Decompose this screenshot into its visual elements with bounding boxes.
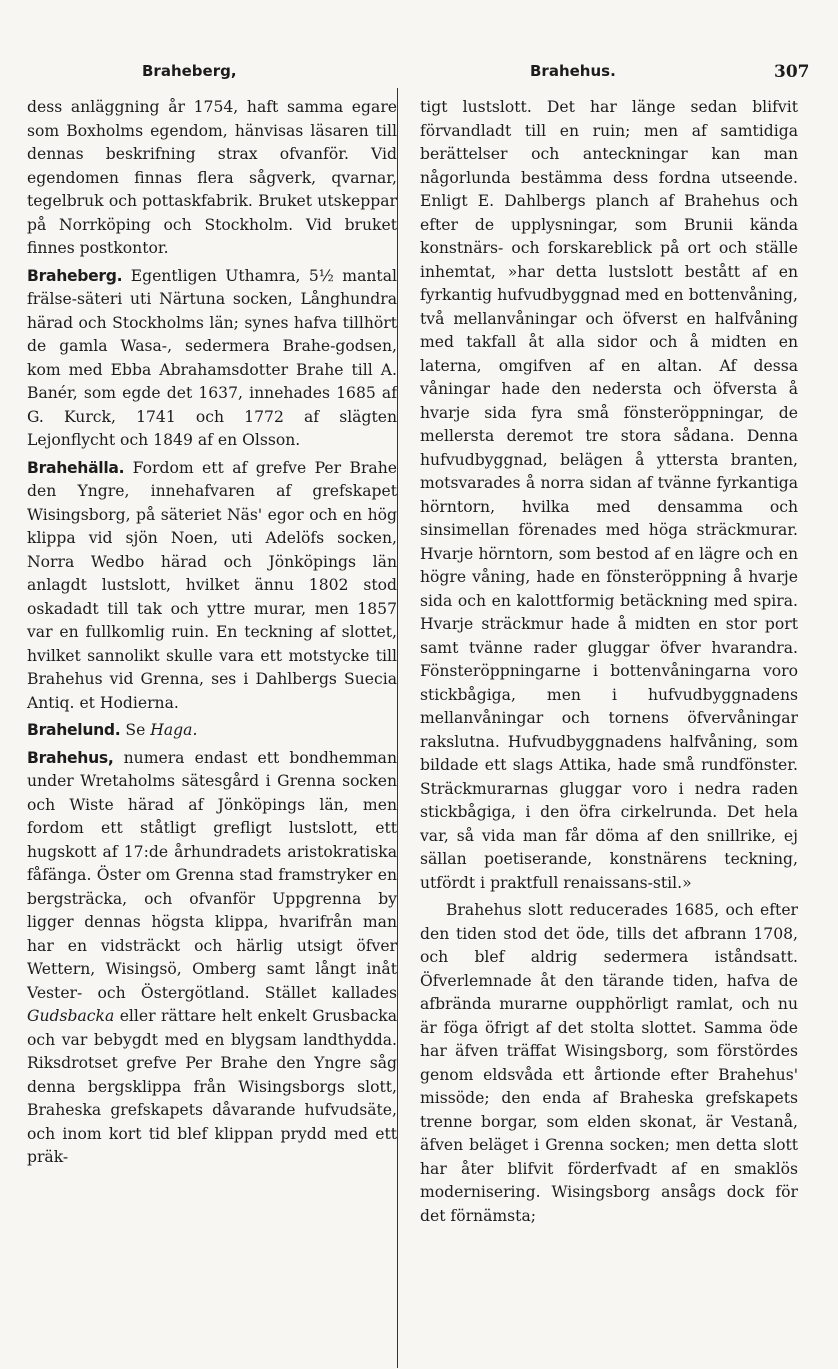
header-right-keyword: Brahehus. bbox=[530, 62, 616, 80]
paragraph-brahehus-history: Brahehus slott reducerades 1685, och efter den tiden stod det öde, tills det afbrann 1708, och blef aldrig sedermera iståndsatt. Öfverlemnade åt den tärande tiden, hafva de afbrända murarne oupphörligt ramlat, och nu är föga öfrigt af det stolta slottet. Samma öde har äfven träffat Wisingsborg, som förstördes genom eldsvåda ett årtionde efter Brahehus' missöde; den enda af Braheska grefskapets trenne borgar, som elden skonat, är Vestanå, äfven beläget i Grenna socken; men detta slott har åter blifvit förderfvadt af en smaklös modernisering. Wisingsborg ansågs dock för det förnämsta; bbox=[420, 901, 798, 1225]
cross-reference-haga: Haga. bbox=[150, 721, 198, 739]
entry-text-brahehalla: Fordom ett af grefve Per Brahe den Yngre, innehafvaren af grefskapet Wisingsborg, på säteriet Näs' egor och en hög klippa vid sjön Noen, uti Adelöfs socken, Norra Wedbo härad och Jönköpings län anlagdt lustslott, hvilket ännu 1802 stod oskadadt till tak och yttre murar, men 1857 var en fullkomlig ruin. En teckning af slottet, hvilket sannolikt skulle vara ett motstycke till Brahehus vid Grenna, ses i Dahlbergs Suecia Antiq. et Hodierna. bbox=[27, 458, 397, 712]
paragraph-continuation: dess anläggning år 1754, haft samma egare som Boxholms egendom, hänvisas läsaren till dennas beskrifning strax ofvanför. Vid egendomen finnas flera sågverk, qvarnar, tegelbruk och pottaskfabrik. Bruket utskeppar på Norrköping och Stockholm. Vid bruket finnes postkontor. bbox=[27, 98, 397, 257]
left-column bbox=[27, 96, 397, 1170]
entry-heading-brahehus: Brahehus, bbox=[27, 748, 114, 767]
entry-brahelund bbox=[27, 719, 397, 743]
entry-text-brahehus-b: eller rättare helt enkelt Grusbacka och var bebygdt med en blygsam landthydda. Riksdrotset grefve Per Brahe den Yngre såg denna bergsklippa från Wisingsborgs slott, Braheska grefskapets dåvarande hufvudsäte, och inom kort tid blef klippan prydd med ett präk- bbox=[27, 1007, 397, 1166]
entry-heading-brahelund: Brahelund. bbox=[27, 721, 121, 739]
entry-heading-brahehalla: Brahehälla. bbox=[27, 458, 125, 477]
entry-text-brahehus-a: numera endast ett bondhemman under Wretaholms sätesgård i Grenna socken och Wiste härad af Jönköpings län, men fordom ett ståtligt grefligt lustslott, ett hugskott af 17:de århundradets aristokratiska fåfänga. Öster om Grenna stad framstryker en bergsträcka, och ofvanför Uppgrenna by ligger dennas högsta klippa, hvarifrån man har en vidsträckt och härlig utsigt öfver Wettern, Wisingsö, Omberg samt långt inåt Vester- och Östergötland. Stället kallades bbox=[27, 748, 397, 1002]
paragraph-brahehus-description: tigt lustslott. Det har länge sedan blifvit förvandladt till en ruin; men af samtidiga berättelser och anteckningar kan man någorlunda bestämma dess fordna utseende. Enligt E. Dahlbergs planch af Brahehus och efter de upplysningar, som Brunii kända konstnärs- och forskareblick på ort och ställe inhemtat, »har detta lustslott bestått af en fyrkantig hufvudbyggnad med en bottenvåning, två mellanvåningar och öfverst en halfvåning med takfall åt alla sidor och å midten en laterna, omgifven af en altan. Af dessa våningar hade den nedersta och öfversta å hvarje sida fyra små fönsteröppningar, de mellersta deremot tre stora sådana. Denna hufvudbyggnad, belägen å yttersta branten, motsvarades å norra sidan af tvänne fyrkantiga hörntorn, hvilka med densamma och sinsimellan förenades med höga sträckmurar. Hvarje hörntorn, som bestod af en lägre och en högre våning, hade en fönsteröppning å hvarje sida och en kalottformig betäckning med spira. Hvarje sträckmur hade å midten en stor port samt tvänne rader gluggar öfver hvarandra. Fönsteröppningarne i bottenvåningarna voro stickbågiga, men i hufvudbyggnadens mellanvåningar och tornens öfvervåningar rakslutna. Hufvudbyggnadens halfvåning, som bildade ett slags Attika, hade små rundfönster. Sträckmurarnas gluggar voro i nedra raden stickbågiga, i den öfra cirkelrunda. Det hela var, så vida man får döma af den snillrike, ej sällan poetiserande, konstnärens teckning, utfördt i praktfull renaissans-stil.» bbox=[420, 98, 798, 892]
right-column bbox=[420, 96, 798, 1228]
page-number: 307 bbox=[774, 62, 810, 82]
entry-brahehus bbox=[27, 747, 397, 1170]
entry-text-braheberg: Egentligen Uthamra, 5½ mantal frälse-säteri uti Närtuna socken, Långhundra härad och Stockholms län; synes hafva tillhört de gamla Wasa-, sedermera Brahe-godsen, kom med Ebba Abrahamsdotter Brahe till A. Banér, som egde det 1637, innehades 1685 af G. Kurck, 1741 och 1772 af slägten Lejonflycht och 1849 af en Olsson. bbox=[27, 266, 397, 449]
entry-brahehalla bbox=[27, 457, 397, 716]
header-left-keyword: Braheberg, bbox=[142, 62, 237, 80]
place-name-gudsbacka: Gudsbacka bbox=[27, 1007, 115, 1025]
entry-braheberg bbox=[27, 265, 397, 453]
see-label: Se bbox=[125, 721, 146, 739]
entry-heading-braheberg: Braheberg. bbox=[27, 266, 123, 285]
column-divider bbox=[397, 88, 398, 1368]
running-header bbox=[0, 62, 838, 86]
